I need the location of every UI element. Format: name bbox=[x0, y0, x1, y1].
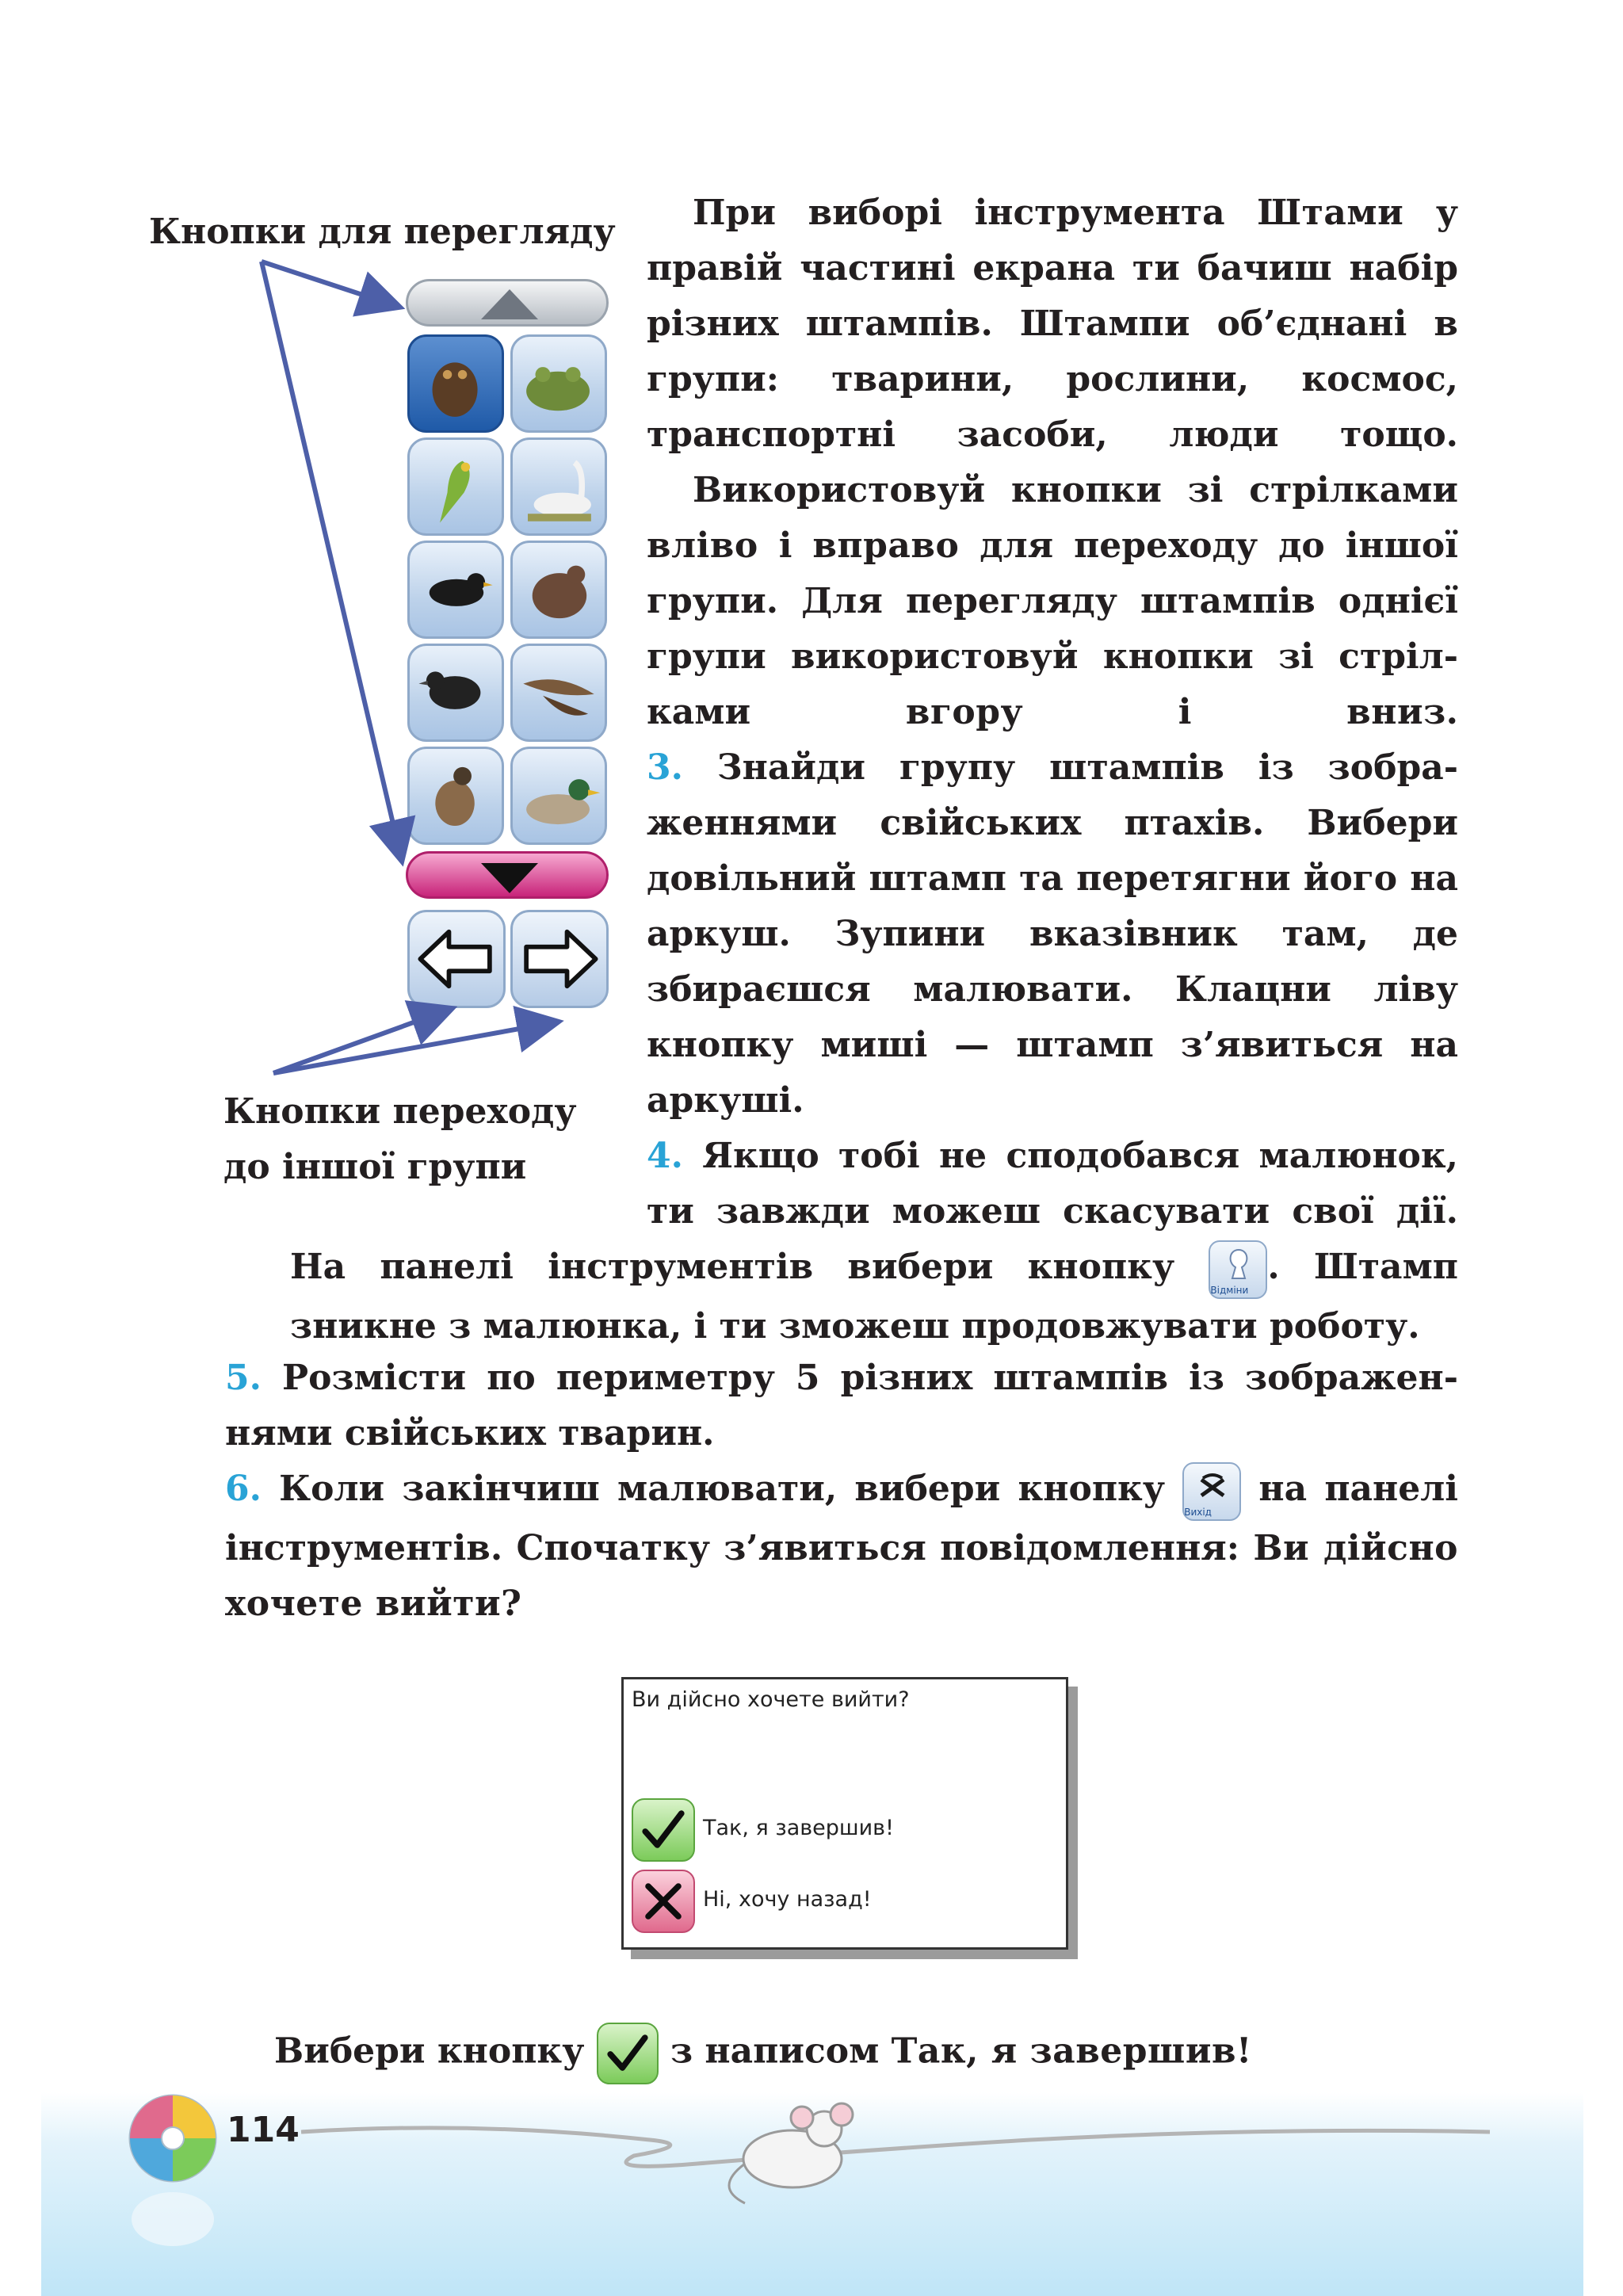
label-group-buttons-1: Кнопки переходу bbox=[223, 1091, 577, 1132]
confirm-exit-label: Так, я завершив! bbox=[703, 1816, 894, 1840]
step-4-continued: На панелі інструментів вибери кнопку Відміни . Штамп зникне з малюнка, і ти зможеш продовжувати роботу. bbox=[290, 1240, 1458, 1354]
paragraph-2: Використовуй кнопки зі стрілками вліво і вправо для переходу до іншої групи. Для перегляду штампів однієї групи використовуй кнопки зі стрілками вгору і вниз. bbox=[647, 470, 1458, 732]
dialog-title: Ви дійсно хочете вийти? bbox=[632, 1687, 910, 1712]
mouse-icon bbox=[729, 2103, 853, 2203]
exit-icon[interactable]: Вихід bbox=[1182, 1462, 1241, 1521]
final-instruction: Вибери кнопку з написом Так, я завершив! bbox=[274, 2023, 1384, 2084]
step-6: 6. Коли закінчиш малювати, вибери кнопку Вихід на панелі інструментів. Спочатку з’явиться повідомлення: Ви дійсно хочете вийти? bbox=[225, 1461, 1458, 1632]
cd-disc-icon bbox=[130, 2095, 216, 2246]
step-3: 3. Знайди групу штампів із зображеннями свійських птахів. Вибери довільний штамп та перетягни його на аркуш. Зупини вказівник там, де збираєшся малювати. Клацни ліву кнопку миші — штамп з’явиться на аркуші. bbox=[647, 747, 1458, 1121]
cancel-exit-label: Ні, хочу назад! bbox=[703, 1887, 872, 1912]
label-view-buttons: Кнопки для перегляду bbox=[149, 212, 616, 252]
step-5: 5. Розмісти по периметру 5 різних штампів із зображеннями свійських тварин. bbox=[225, 1358, 1458, 1454]
step-4: 4. Якщо тобі не сподобався малюнок, ти завжди можеш скасувати свої дії. bbox=[647, 1136, 1458, 1232]
page-number: 114 bbox=[227, 2110, 300, 2150]
footer-line bbox=[301, 2128, 1490, 2166]
label-group-buttons-2: до іншої групи bbox=[223, 1147, 527, 1187]
paragraph-1: При виборі інструмента Штами у правій частині екрана ти бачиш набір різних штампів. Штампи об’єднані в групи: тварини, рослини, космос, транспортні засоби, люди тощо. bbox=[647, 193, 1458, 455]
undo-icon[interactable]: Відміни bbox=[1209, 1240, 1267, 1299]
